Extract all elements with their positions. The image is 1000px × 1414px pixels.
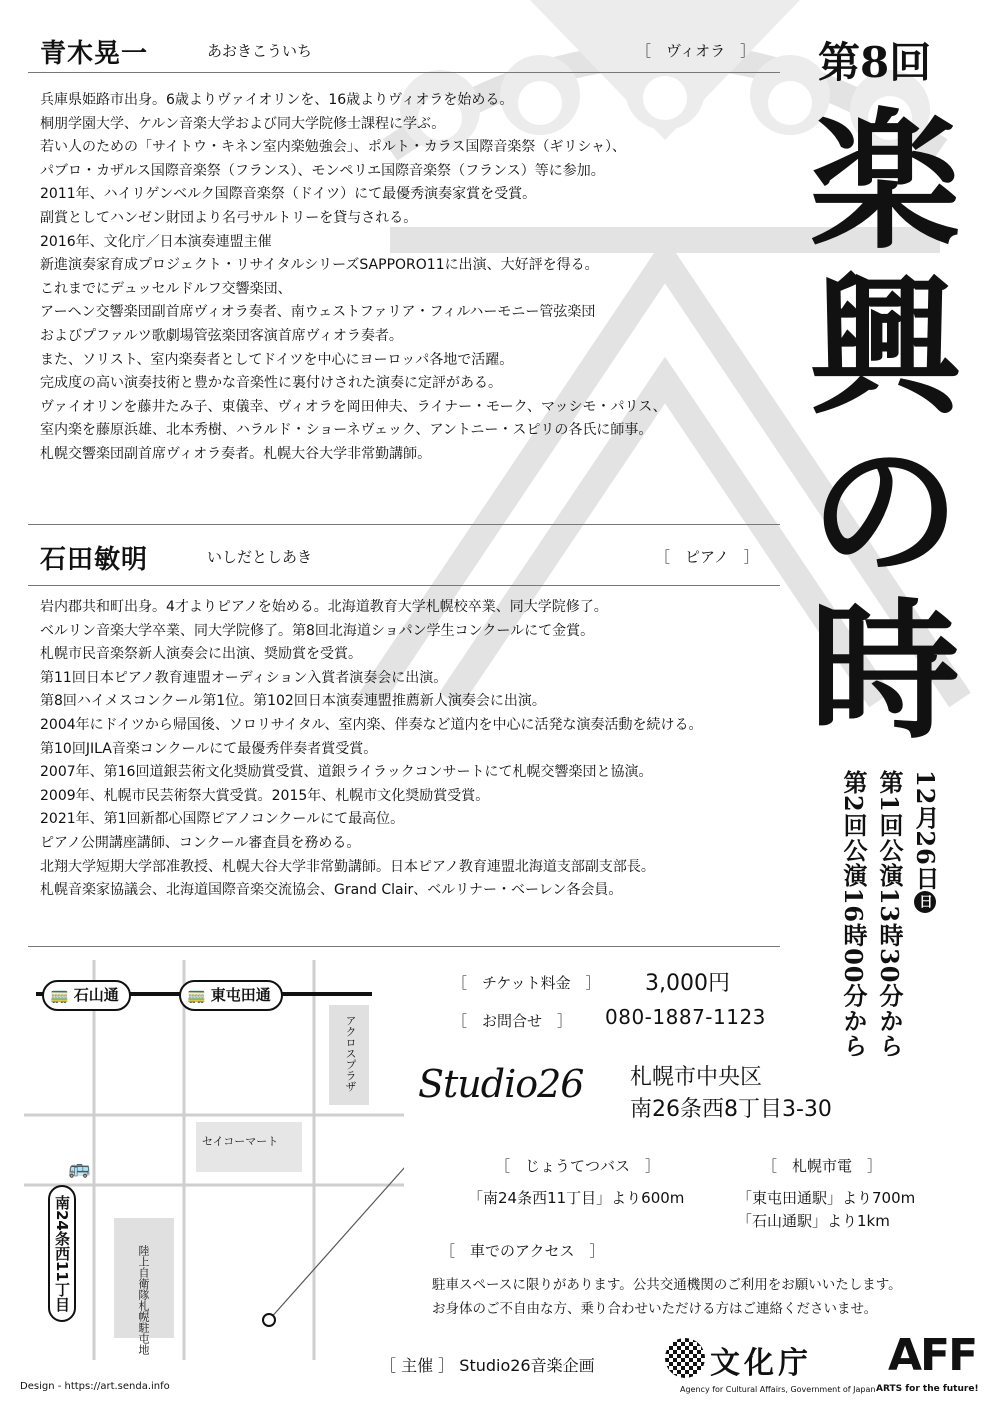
tram-icon: 🚃: [187, 986, 206, 1004]
title-char-1: 楽: [809, 94, 960, 270]
station-ishiyama: [42, 980, 131, 1011]
performer2-kana: いしだとしあき: [207, 548, 313, 566]
bio-line: 桐朋学園大学、ケルン音楽大学および同大学院修士課程に学ぶ。: [40, 115, 446, 132]
agency-logo-icon: [665, 1338, 705, 1378]
performer2-name: 石田敏明: [40, 545, 149, 575]
bio-line: 2021年、第1回新都心国際ピアノコンクールにて最高位。: [40, 811, 405, 828]
contact-label: ［ お問合せ ］: [452, 1012, 573, 1030]
bio-line: 札幌音楽家協議会、北海道国際音楽交流協会、Grand Clair、ベルリナー・ベーレン各会員。: [40, 882, 623, 899]
car-note-1: 駐車スペースに限りがあります。公共交通機関のご利用をお願いいたします。: [432, 1277, 902, 1293]
agency-english: Agency for Cultural Affairs, Government of Japan: [680, 1385, 876, 1394]
tram-label: ［ 札幌市電 ］: [762, 1157, 883, 1175]
car-label: ［ 車でのアクセス ］: [440, 1242, 605, 1260]
section-divider: [28, 524, 780, 525]
design-credit: Design - https://art.senda.info: [20, 1381, 170, 1392]
performer1-role: ［ ヴィオラ ］: [636, 42, 756, 60]
map-building-label: アクロスプラザ: [344, 1015, 357, 1092]
bio-line: 第10回JILA音楽コンクールにて最優秀伴奏者賞受賞。: [40, 740, 378, 757]
bio-line: 2004年にドイツから帰国後、ソロリサイタル、室内楽、伴奏など道内を中心に活発な演奏活動を続ける。: [40, 716, 703, 733]
bio-line: 兵庫県姫路市出身。6歳よりヴァイオリンを、16歳よりヴィオラを始める。: [40, 92, 514, 108]
schedule-date: [908, 770, 943, 913]
station-higashitonden: [179, 980, 283, 1011]
schedule-date-text: 12月26日: [911, 770, 940, 891]
map-camp-label: 陸上自衛隊札幌駐屯地: [137, 1245, 150, 1355]
aff-tagline: ARTS for the future!: [876, 1384, 979, 1394]
access-map: [24, 960, 404, 1360]
tram-icon: 🚃: [50, 986, 69, 1004]
title-char-3: の: [809, 424, 960, 600]
schedule-show1: 第1回公演13時30分から: [875, 770, 904, 1059]
bio-line: 北翔大学短期大学部准教授、札幌大谷大学非常勤講師。日本ピアノ教育連盟北海道支部副支部長。: [40, 858, 655, 875]
performer2-divider: [28, 585, 780, 586]
venue-address-2: 南26条西8丁目3-30: [630, 1097, 832, 1122]
bio-line: ベルリン音楽大学卒業、同大学院修了。第8回北海道ショパン学生コンクールにて金賞。: [40, 622, 595, 639]
tram-directions-2: 「石山通駅」より1km: [737, 1212, 890, 1230]
organizer-label: ［ 主催 ］: [380, 1356, 455, 1375]
organizer-name: Studio26音楽企画: [459, 1356, 595, 1375]
title-char-2: 興: [809, 259, 960, 435]
performer2-role: ［ ピアノ ］: [655, 548, 759, 566]
bio-line: アーヘン交響楽団副首席ヴィオラ奏者、南ウェストファリア・フィルハーモニー管弦楽団: [40, 304, 596, 321]
bio-line: パブロ・カザルス国際音楽祭（フランス）、モンペリエ国際音楽祭（フランス）等に参加。: [40, 162, 605, 179]
bio-line: ヴァイオリンを藤井たみ子、東儀幸、ヴィオラを岡田伸夫、ライナー・モーク、マッシモ・パリス、: [40, 398, 667, 415]
ticket-label: ［ チケット料金 ］: [452, 974, 601, 992]
bio-line: 第8回ハイメスコンクール第1位。第102回日本演奏連盟推薦新人演奏会に出演。: [40, 693, 546, 710]
venue-logo: Studio26: [418, 1062, 584, 1106]
bio-line: これまでにデュッセルドルフ交響楽団、: [40, 280, 292, 297]
bus-icon: 🚌: [68, 1158, 91, 1179]
bio-line: 2016年、文化庁／日本演奏連盟主催: [40, 233, 272, 250]
bio-line: 新進演奏家育成プロジェクト・リサイタルシリーズSAPPORO11に出演、大好評を得る。: [40, 257, 599, 274]
map-store-label: セイコーマート: [202, 1135, 279, 1148]
bio-line: また、ソリスト、室内楽奏者としてドイツを中心にヨーロッパ各地で活躍。: [40, 351, 514, 368]
ticket-price: 3,000円: [645, 971, 730, 996]
edition-label: 第8回: [818, 38, 932, 87]
performer1-bio: [40, 89, 667, 467]
bus-label: ［ じょうてつバス ］: [495, 1157, 661, 1175]
bio-line: ピアノ公開講座講師、コンクール審査員を務める。: [40, 834, 361, 851]
car-note-2: お身体のご不自由な方、乗り合わせいただける方はご連絡くださいませ。: [432, 1301, 878, 1317]
bio-line: 若い人のための「サイトウ・キネン室内楽勉強会」、ポルト・カラス国際音楽祭（ギリシャ）、: [40, 139, 627, 156]
agency-name: 文化庁: [710, 1346, 812, 1381]
bio-line: 2009年、札幌市民芸術祭大賞受賞。2015年、札幌市文化奨励賞受賞。: [40, 787, 490, 804]
station-ishiyama-label: 石山通: [73, 986, 119, 1004]
contact-phone: 080-1887-1123: [605, 1005, 766, 1029]
bio-line: 2007年、第16回道銀芸術文化奨励賞受賞、道銀ライラックコンサートにて札幌交響楽団と協演。: [40, 764, 653, 781]
station-higashitonden-label: 東屯田通: [210, 986, 271, 1004]
bio-line: 第11回日本ピアノ教育連盟オーディション入賞者演奏会に出演。: [40, 669, 448, 686]
performer1-divider: [28, 72, 780, 73]
performer2-bio: [40, 596, 703, 903]
venue-address-1: 札幌市中央区: [630, 1065, 763, 1090]
bio-line: 2011年、ハイリゲンベルク国際音楽祭（ドイツ）にて最優秀演奏家賞を受賞。: [40, 186, 537, 203]
bio-line: 室内楽を藤原浜雄、北本秀樹、ハラルド・ショーネヴェック、アントニー・スピリの各氏に師事。: [40, 422, 653, 439]
organizer: [380, 1353, 595, 1376]
schedule-show2: 第2回公演16時00分から: [839, 770, 868, 1059]
aff-logo: AFF: [888, 1330, 977, 1381]
tram-directions-1: 「東屯田通駅」より700m: [737, 1189, 916, 1207]
bio-line: 岩内郡共和町出身。4才よりピアノを始める。北海道教育大学札幌校卒業、同大学院修了。: [40, 599, 608, 615]
bio-line: およびプファルツ歌劇場管弦楽団客演首席ヴィオラ奏者。: [40, 327, 403, 344]
performer1-kana: あおきこういち: [207, 42, 313, 60]
busstop-label: 南24条西11丁目: [48, 1185, 76, 1322]
day-badge: 日: [914, 891, 936, 913]
performer1-name: 青木晃一: [40, 39, 149, 69]
bio-line: 札幌交響楽団副首席ヴィオラ奏者。札幌大谷大学非常勤講師。: [40, 445, 432, 462]
bio-line: 副賞としてハンゼン財団より名弓サルトリーを貸与される。: [40, 209, 418, 226]
bio-line: 完成度の高い演奏技術と豊かな音楽性に裏付けされた演奏に定評がある。: [40, 375, 502, 392]
bio-line: 札幌市民音楽祭新人演奏会に出演、奨励賞を受賞。: [40, 646, 362, 663]
title-char-4: 時: [809, 584, 960, 760]
info-divider: [28, 946, 780, 947]
bus-directions: 「南24条西11丁目」より600m: [468, 1189, 685, 1207]
